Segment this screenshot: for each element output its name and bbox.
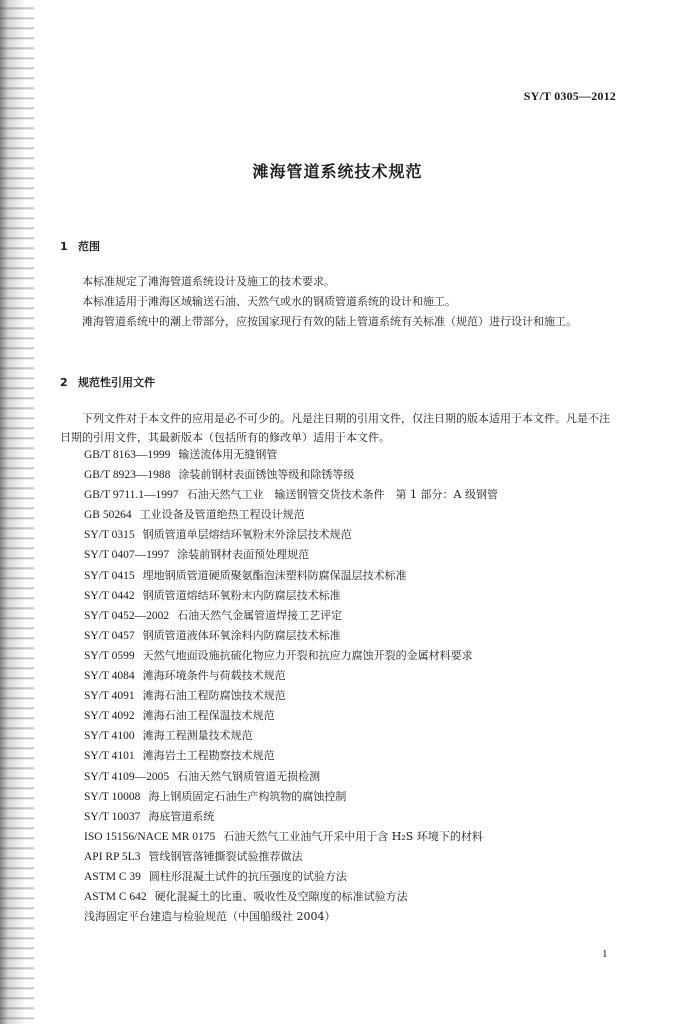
- list-item: SY/T 10037 海底管道系统: [84, 809, 215, 823]
- list-item: ASTM C 642 硬化混凝土的比重、吸收性及空隙度的标准试验方法: [84, 890, 408, 904]
- list-item: SY/T 4092 滩海石油工程保温技术规范: [84, 709, 275, 723]
- list-item: SY/T 10008 海上钢质固定石油生产构筑物的腐蚀控制: [84, 789, 347, 803]
- page-number: 1: [602, 948, 608, 960]
- list-item: GB 50264 工业设备及管道绝热工程设计规范: [84, 508, 305, 522]
- list-item: SY/T 4109—2005 石油天然气钢质管道无损检测: [84, 769, 321, 783]
- list-item: GB/T 8923—1988 涂装前钢材表面锈蚀等级和除锈等级: [84, 468, 355, 482]
- list-item: SY/T 0457 钢质管道液体环氧涂料内防腐层技术标准: [84, 628, 341, 642]
- section-number: 2: [60, 376, 68, 389]
- list-item: ASTM C 39 圆柱形混凝土试件的抗压强度的试验方法: [84, 869, 347, 883]
- paragraph: 本标准规定了滩海管道系统设计及施工的技术要求。: [82, 275, 335, 288]
- list-item: 浅海固定平台建造与检验规范（中国船级社 2004）: [84, 910, 336, 924]
- list-item: GB/T 8163—1999 输送流体用无缝钢管: [84, 448, 278, 461]
- list-item: SY/T 4100 滩海工程测量技术规范: [84, 729, 253, 743]
- page-title: 滩海管道系统技术规范: [252, 162, 423, 181]
- list-item: SY/T 0407—1997 涂装前钢材表面预处理规范: [84, 548, 310, 562]
- list-item: SY/T 0452—2002 石油天然气金属管道焊接工艺评定: [84, 608, 343, 622]
- scan-edge-shadow: [0, 0, 34, 1024]
- section-title: 范围: [78, 240, 100, 253]
- list-item: SY/T 4091 滩海石油工程防腐蚀技术规范: [84, 689, 286, 703]
- standard-code: SY/T 0305—2012: [523, 89, 616, 103]
- list-item: ISO 15156/NACE MR 0175 石油天然气工业油气开采中用于含 H₂S 环境下的材料: [84, 829, 483, 843]
- list-item: SY/T 0599 天然气地面设施抗硫化物应力开裂和抗应力腐蚀开裂的金属材料要求: [84, 648, 473, 662]
- section-number: 1: [60, 240, 68, 253]
- list-item: API RP 5L3 管线钢管落锤撕裂试验推荐做法: [84, 849, 303, 863]
- list-item: SY/T 0415 埋地钢质管道硬质聚氨酯泡沫塑料防腐保温层技术标准: [84, 568, 407, 582]
- section-heading-normative-references: [60, 374, 155, 390]
- paragraph: 滩海管道系统中的潮上带部分，应按国家现行有效的陆上管道系统有关标准（规范）进行设计和施工。: [82, 315, 577, 328]
- list-item: GB/T 9711.1—1997 石油天然气工业 输送钢管交货技术条件 第 1 部分：A 级钢管: [84, 488, 498, 502]
- list-item: SY/T 0315 钢质管道单层熔结环氧粉末外涂层技术规范: [84, 528, 352, 542]
- list-item: SY/T 4101 滩海岩土工程勘察技术规范: [84, 749, 275, 763]
- references-intro: 下列文件对于本文件的应用是必不可少的。凡是注日期的引用文件，仅注日期的版本适用于本文件。凡是不注日期的引用文件，其最新版本（包括所有的修改单）适用于本文件。: [60, 412, 610, 444]
- reference-list: [84, 445, 624, 927]
- list-item: SY/T 0442 钢质管道熔结环氧粉末内防腐层技术标准: [84, 588, 341, 602]
- list-item: SY/T 4084 滩海环境条件与荷载技术规范: [84, 669, 286, 683]
- paragraph: 本标准适用于滩海区域输送石油、天然气或水的钢质管道系统的设计和施工。: [82, 295, 456, 308]
- section-heading-scope: [60, 238, 100, 254]
- section-title: 规范性引用文件: [78, 376, 155, 389]
